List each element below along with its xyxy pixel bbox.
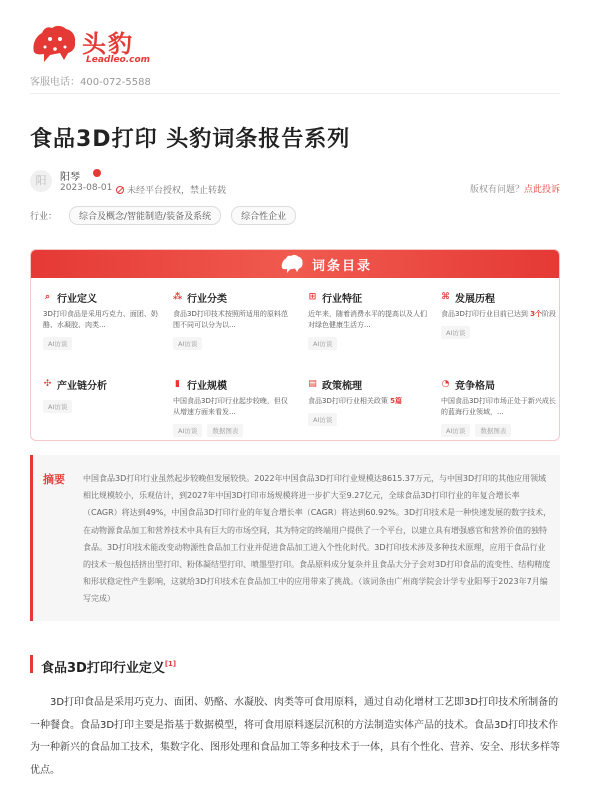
toc-panel [30, 249, 560, 441]
toc-item-title: 产业链分析 [57, 381, 107, 392]
scale-icon: ▮ [175, 379, 180, 389]
toc-item-policy[interactable] [308, 377, 428, 426]
no-repost-notice [116, 183, 226, 196]
toc-item-title: 行业规模 [187, 381, 227, 392]
toc-item-title: 发展历程 [455, 294, 495, 305]
competition-icon: ◔ [441, 379, 450, 389]
brand-site: Leadleo.com [86, 55, 151, 65]
toc-item-definition[interactable] [43, 290, 163, 350]
toc-item-desc: 近年来，随着消费水平的提高以及人们对绿色健康生活方... [308, 310, 427, 329]
data-chart-tag[interactable]: 数据图表 [207, 424, 243, 437]
copyright-question [470, 182, 560, 195]
reference-link[interactable]: [1] [164, 660, 177, 668]
history-icon: ⌘ [441, 292, 450, 302]
toc-item-title: 竞争格局 [455, 381, 495, 392]
abstract-label: 摘要 [43, 473, 65, 486]
industry-label: 行业： [30, 211, 58, 222]
toc-item-competition[interactable] [441, 377, 560, 437]
author-badge-icon [93, 169, 101, 177]
toc-item-desc: 中国食品3D打印市场正处于新兴成长的蓝海行业领域，... [441, 397, 556, 416]
toc-item-title: 行业特征 [322, 294, 362, 305]
toc-title: 词条目录 [312, 259, 373, 274]
toc-item-title: 行业分类 [187, 294, 227, 305]
toc-item-desc: 中国食品3D打印行业起步较晚，但仅从增速方面来看发... [173, 397, 288, 416]
industry-row [30, 206, 296, 224]
toc-item-desc [308, 396, 428, 407]
abstract-box [30, 455, 560, 621]
author-avatar: 阳 [30, 170, 52, 192]
toc-item-desc: 3D打印食品是采用巧克力、面团、奶酪、水凝胶、肉类... [43, 310, 158, 329]
abstract-body: 中国食品3D打印行业虽然起步较晚但发展较快。2022年中国食品3D打印行业规模达8615.37万元，与中国3D打印的其他应用领域相比规模较小，乐观估计，到2027年中国3D打印市场规模将进一步扩大至9.27亿元，全球食品3D打印行业的年复合增长率（CAGR）将达到49%，中国食品3D打印行业的年复合增长率（CAGR）将达到60.92%。3D打印技术是一种快速发展的数字技术，在动物源食品加工和营养技术中具有巨大的市场空间，其为特定的终端用户提供了一个平台，以建立具有增强感官和营养价值的独特食品。3D打印技术能改变动物源性食品加工行业并促进食品加工进入个性化时代。3D打印技术涉及多种技术原理，应用于食品行业的技术一般包括挤出型打印、粉体凝结型打印、喷墨型打印。食品原料成分复杂并且食品大分子会对3D打印食品的流变性、结构精度和形状稳定性产生影响，这就给3D打印技术在食品加工中的应用带来了挑战。（该词条由广州商学院会计学专业阳琴于2023年7月编写完成） [83, 474, 552, 604]
industry-tag[interactable]: 综合及概念/智能制造/装备及系统 [69, 206, 221, 225]
policy-icon: ▤ [308, 379, 317, 389]
feature-icon: ⊞ [308, 292, 317, 302]
ai-interview-tag[interactable]: AI访谈 [308, 337, 337, 350]
publish-date: 2023-08-01 [60, 183, 113, 193]
report-complaint-link[interactable]: 点此投诉 [523, 185, 560, 195]
brand-logo[interactable] [30, 22, 151, 70]
ai-interview-tag[interactable]: AI访谈 [43, 400, 72, 413]
section-title-text: 食品3D打印行业定义 [41, 661, 165, 676]
forbidden-icon [116, 186, 124, 194]
toc-item-desc: 食品3D打印技术按照所适用的原料范围不同可以分为以... [173, 310, 288, 329]
toc-desc-highlight: 5篇 [390, 397, 402, 405]
leopard-icon [278, 253, 306, 275]
toc-item-history[interactable] [441, 290, 560, 339]
data-chart-tag[interactable]: 数据图表 [475, 424, 511, 437]
ai-interview-tag[interactable]: AI访谈 [308, 413, 337, 426]
leopard-logo-icon [30, 22, 78, 66]
toc-desc-text: 食品3D打印行业目前已达到 [441, 310, 531, 318]
definition-icon: ⌕ [44, 292, 51, 302]
industry-tag[interactable]: 综合性企业 [231, 206, 296, 225]
classification-icon: ⁂ [173, 292, 183, 302]
no-repost-text: 未经平台授权，禁止转载 [127, 186, 227, 196]
brand-name: 头豹 [82, 30, 134, 58]
toc-item-classification[interactable] [173, 290, 293, 350]
toc-item-scale[interactable] [173, 377, 293, 437]
section-title [30, 655, 177, 676]
section-paragraph: 3D打印食品是采用巧克力、面团、奶酪、水凝胶、肉类等可食用原料，通过自动化增材工艺即3D打印技术所制备的一种餐食。食品3D打印主要是指基于数据模型，将可食用原料逐层沉积的方法制造实体产品的技术。食品3D打印技术作为一种新兴的食品加工技术，集数字化、图形处理和食品加工等多种技术于一体，具有个性化、营养、安全、形状多样等优点。 [30, 697, 560, 776]
hotline: 客服电话：400-072-5588 [30, 77, 151, 88]
toc-item-feature[interactable] [308, 290, 428, 350]
toc-header [31, 250, 559, 278]
toc-item-title: 政策梳理 [322, 381, 362, 392]
ai-interview-tag[interactable]: AI访谈 [43, 337, 72, 350]
header-divider [30, 93, 560, 94]
chain-icon: ✣ [43, 379, 52, 389]
toc-item-title: 行业定义 [57, 294, 97, 305]
copyright-question-text: 版权有问题？ [469, 185, 524, 195]
ai-interview-tag[interactable]: AI访谈 [441, 424, 470, 437]
ai-interview-tag[interactable]: AI访谈 [173, 337, 202, 350]
page-title: 食品3D打印 头豹词条报告系列 [30, 127, 351, 152]
ai-interview-tag[interactable]: AI访谈 [173, 424, 202, 437]
toc-desc-text: 阶段 [541, 310, 556, 318]
toc-desc-highlight: 3个 [530, 310, 542, 318]
ai-interview-tag[interactable]: AI访谈 [441, 326, 470, 339]
author-name[interactable]: 阳琴 [60, 172, 80, 183]
toc-desc-text: 食品3D打印行业相关政策 [308, 397, 391, 405]
toc-item-chain[interactable] [43, 377, 163, 413]
toc-item-desc [441, 309, 560, 320]
